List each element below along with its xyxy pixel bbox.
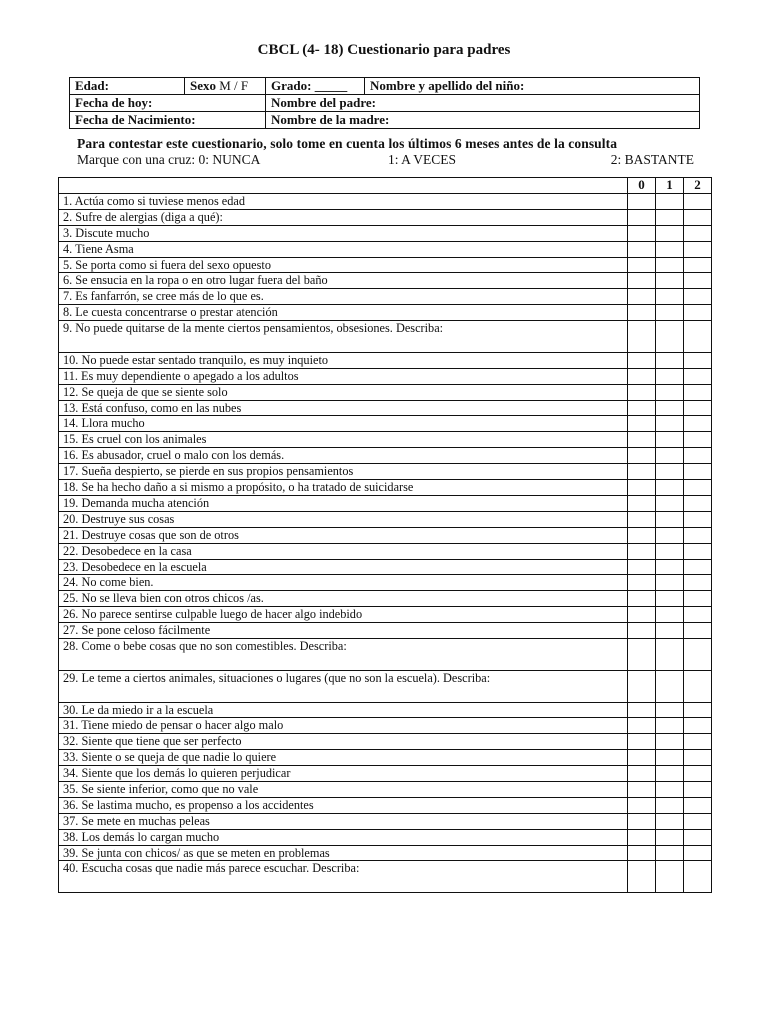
item-text: 32. Siente que tiene que ser perfecto <box>59 734 628 750</box>
answer-cell-2[interactable] <box>684 273 712 289</box>
answer-cell-1[interactable] <box>656 480 684 496</box>
answer-cell-2[interactable] <box>684 209 712 225</box>
answer-cell-1[interactable] <box>656 511 684 527</box>
table-row <box>59 480 712 496</box>
answer-cell-1[interactable] <box>656 718 684 734</box>
answer-cell-1[interactable] <box>656 384 684 400</box>
answer-cell-0[interactable] <box>628 480 656 496</box>
answer-cell-2[interactable] <box>684 750 712 766</box>
answer-cell-1[interactable] <box>656 368 684 384</box>
table-row <box>59 241 712 257</box>
table-row <box>59 527 712 543</box>
table-row <box>59 511 712 527</box>
table-row <box>59 400 712 416</box>
item-text: 34. Siente que los demás lo quieren perjudicar <box>59 766 628 782</box>
item-text: 39. Se junta con chicos/ as que se meten en problemas <box>59 845 628 861</box>
table-row <box>59 225 712 241</box>
table-row <box>59 750 712 766</box>
answer-cell-0[interactable] <box>628 368 656 384</box>
table-row <box>59 638 712 670</box>
answer-cell-1[interactable] <box>656 734 684 750</box>
answer-cell-2[interactable] <box>684 400 712 416</box>
table-row <box>59 829 712 845</box>
answer-cell-0[interactable] <box>628 511 656 527</box>
answer-cell-0[interactable] <box>628 797 656 813</box>
item-text: 16. Es abusador, cruel o malo con los demás. <box>59 448 628 464</box>
answer-cell-1[interactable] <box>656 321 684 353</box>
grade-field[interactable]: Grado: _____ <box>266 78 365 95</box>
answer-cell-1[interactable] <box>656 797 684 813</box>
item-text: 13. Está confuso, como en las nubes <box>59 400 628 416</box>
column-header-0: 0 <box>628 178 656 194</box>
table-row <box>59 702 712 718</box>
answer-cell-0[interactable] <box>628 448 656 464</box>
table-row <box>59 384 712 400</box>
answer-cell-2[interactable] <box>684 718 712 734</box>
item-text: 12. Se queja de que se siente solo <box>59 384 628 400</box>
answer-cell-0[interactable] <box>628 559 656 575</box>
answer-cell-2[interactable] <box>684 591 712 607</box>
today-date-field[interactable]: Fecha de hoy: <box>70 95 266 112</box>
table-row <box>59 575 712 591</box>
answer-cell-2[interactable] <box>684 766 712 782</box>
answer-cell-1[interactable] <box>656 782 684 798</box>
item-text: 17. Sueña despierto, se pierde en sus propios pensamientos <box>59 464 628 480</box>
answer-cell-2[interactable] <box>684 225 712 241</box>
answer-cell-1[interactable] <box>656 591 684 607</box>
table-row <box>59 543 712 559</box>
item-text: 2. Sufre de alergias (diga a qué): <box>59 209 628 225</box>
answer-cell-0[interactable] <box>628 750 656 766</box>
answer-cell-1[interactable] <box>656 464 684 480</box>
item-text: 11. Es muy dependiente o apegado a los adultos <box>59 368 628 384</box>
answer-cell-1[interactable] <box>656 448 684 464</box>
table-row <box>59 797 712 813</box>
answer-cell-1[interactable] <box>656 257 684 273</box>
answer-cell-2[interactable] <box>684 527 712 543</box>
table-row <box>59 495 712 511</box>
answer-cell-2[interactable] <box>684 257 712 273</box>
answer-cell-1[interactable] <box>656 400 684 416</box>
answer-cell-2[interactable] <box>684 813 712 829</box>
answer-cell-1[interactable] <box>656 241 684 257</box>
answer-cell-1[interactable] <box>656 638 684 670</box>
answer-cell-1[interactable] <box>656 575 684 591</box>
item-text: 7. Es fanfarrón, se cree más de lo que es. <box>59 289 628 305</box>
item-text: 33. Siente o se queja de que nadie lo quiere <box>59 750 628 766</box>
answer-cell-0[interactable] <box>628 384 656 400</box>
child-name-field[interactable]: Nombre y apellido del niño: <box>365 78 700 95</box>
answer-cell-1[interactable] <box>656 432 684 448</box>
answer-cell-0[interactable] <box>628 400 656 416</box>
answer-cell-0[interactable] <box>628 289 656 305</box>
table-row <box>59 416 712 432</box>
answer-cell-2[interactable] <box>684 734 712 750</box>
answer-cell-2[interactable] <box>684 845 712 861</box>
answer-cell-0[interactable] <box>628 766 656 782</box>
answer-cell-0[interactable] <box>628 845 656 861</box>
scale-legend <box>77 152 697 170</box>
item-text: 22. Desobedece en la casa <box>59 543 628 559</box>
item-text: 27. Se pone celoso fácilmente <box>59 623 628 639</box>
answer-cell-1[interactable] <box>656 305 684 321</box>
answer-cell-2[interactable] <box>684 829 712 845</box>
answer-cell-0[interactable] <box>628 607 656 623</box>
table-row <box>59 448 712 464</box>
table-row <box>59 289 712 305</box>
answer-cell-1[interactable] <box>656 766 684 782</box>
child-info-table <box>69 77 700 129</box>
answer-cell-0[interactable] <box>628 416 656 432</box>
answer-cell-2[interactable] <box>684 321 712 353</box>
answer-cell-1[interactable] <box>656 829 684 845</box>
answer-cell-0[interactable] <box>628 861 656 893</box>
answer-cell-0[interactable] <box>628 813 656 829</box>
answer-cell-1[interactable] <box>656 225 684 241</box>
answer-cell-0[interactable] <box>628 718 656 734</box>
questionnaire-table <box>58 177 712 893</box>
item-text: 35. Se siente inferior, como que no vale <box>59 782 628 798</box>
item-text: 36. Se lastima mucho, es propenso a los accidentes <box>59 797 628 813</box>
table-row <box>59 734 712 750</box>
answer-cell-0[interactable] <box>628 495 656 511</box>
column-header-2: 2 <box>684 178 712 194</box>
age-field[interactable]: Edad: <box>70 78 185 95</box>
answer-cell-2[interactable] <box>684 480 712 496</box>
answer-cell-0[interactable] <box>628 305 656 321</box>
answer-cell-0[interactable] <box>628 702 656 718</box>
answer-cell-0[interactable] <box>628 464 656 480</box>
answer-cell-1[interactable] <box>656 750 684 766</box>
sex-options: M / F <box>219 78 249 93</box>
answer-cell-1[interactable] <box>656 670 684 702</box>
answer-cell-0[interactable] <box>628 782 656 798</box>
birth-date-field[interactable]: Fecha de Nacimiento: <box>70 112 266 129</box>
answer-cell-2[interactable] <box>684 448 712 464</box>
table-row <box>59 782 712 798</box>
answer-cell-2[interactable] <box>684 670 712 702</box>
item-text: 37. Se mete en muchas peleas <box>59 813 628 829</box>
answer-cell-2[interactable] <box>684 464 712 480</box>
answer-cell-0[interactable] <box>628 321 656 353</box>
table-row <box>59 559 712 575</box>
item-text: 31. Tiene miedo de pensar o hacer algo malo <box>59 718 628 734</box>
scale-0-label: Marque con una cruz: 0: NUNCA <box>77 152 261 167</box>
item-text: 14. Llora mucho <box>59 416 628 432</box>
item-text: 6. Se ensucia en la ropa o en otro lugar fuera del baño <box>59 273 628 289</box>
answer-cell-2[interactable] <box>684 638 712 670</box>
table-row <box>59 368 712 384</box>
answer-cell-2[interactable] <box>684 559 712 575</box>
answer-cell-0[interactable] <box>628 543 656 559</box>
answer-cell-1[interactable] <box>656 702 684 718</box>
page-title: CBCL (4- 18) Cuestionario para padres <box>257 42 511 58</box>
answer-cell-2[interactable] <box>684 782 712 798</box>
item-text: 28. Come o bebe cosas que no son comestibles. Describa: <box>59 638 628 670</box>
item-text: 1. Actúa como si tuviese menos edad <box>59 194 628 210</box>
item-text: 26. No parece sentirse culpable luego de hacer algo indebido <box>59 607 628 623</box>
father-name-field[interactable]: Nombre del padre: <box>266 95 700 112</box>
table-row <box>59 607 712 623</box>
answer-cell-0[interactable] <box>628 734 656 750</box>
answer-cell-1[interactable] <box>656 352 684 368</box>
answer-cell-2[interactable] <box>684 495 712 511</box>
table-row <box>59 273 712 289</box>
item-text: 21. Destruye cosas que son de otros <box>59 527 628 543</box>
table-row <box>59 591 712 607</box>
answer-cell-2[interactable] <box>684 623 712 639</box>
answer-cell-0[interactable] <box>628 638 656 670</box>
answer-cell-0[interactable] <box>628 273 656 289</box>
answer-cell-2[interactable] <box>684 432 712 448</box>
answer-cell-1[interactable] <box>656 861 684 893</box>
item-text: 38. Los demás lo cargan mucho <box>59 829 628 845</box>
table-row <box>59 845 712 861</box>
answer-cell-0[interactable] <box>628 257 656 273</box>
item-text: 23. Desobedece en la escuela <box>59 559 628 575</box>
sex-field[interactable] <box>185 78 266 95</box>
item-text: 40. Escucha cosas que nadie más parece escuchar. Describa: <box>59 861 628 893</box>
table-row <box>59 432 712 448</box>
item-column-header <box>59 178 628 194</box>
answer-cell-0[interactable] <box>628 829 656 845</box>
table-row <box>59 305 712 321</box>
answer-cell-1[interactable] <box>656 209 684 225</box>
answer-cell-2[interactable] <box>684 797 712 813</box>
answer-cell-1[interactable] <box>656 495 684 511</box>
answer-cell-0[interactable] <box>628 225 656 241</box>
item-text: 19. Demanda mucha atención <box>59 495 628 511</box>
table-row <box>59 670 712 702</box>
answer-cell-1[interactable] <box>656 559 684 575</box>
item-text: 30. Le da miedo ir a la escuela <box>59 702 628 718</box>
scale-2-label: 2: BASTANTE <box>610 152 694 167</box>
instructions-text: Para contestar este cuestionario, solo tome en cuenta los últimos 6 meses antes de la consulta <box>77 136 618 151</box>
table-row <box>59 209 712 225</box>
answer-cell-0[interactable] <box>628 670 656 702</box>
answer-cell-1[interactable] <box>656 289 684 305</box>
item-text: 24. No come bien. <box>59 575 628 591</box>
answer-cell-1[interactable] <box>656 813 684 829</box>
answer-cell-1[interactable] <box>656 273 684 289</box>
column-header-row <box>59 178 712 194</box>
table-row <box>59 321 712 353</box>
answer-cell-0[interactable] <box>628 241 656 257</box>
answer-cell-0[interactable] <box>628 591 656 607</box>
answer-cell-2[interactable] <box>684 861 712 893</box>
table-row <box>59 861 712 893</box>
item-text: 8. Le cuesta concentrarse o prestar atención <box>59 305 628 321</box>
answer-cell-2[interactable] <box>684 352 712 368</box>
answer-cell-2[interactable] <box>684 543 712 559</box>
item-text: 29. Le teme a ciertos animales, situaciones o lugares (que no son la escuela). Describa: <box>59 670 628 702</box>
answer-cell-0[interactable] <box>628 527 656 543</box>
answer-cell-1[interactable] <box>656 416 684 432</box>
answer-cell-2[interactable] <box>684 511 712 527</box>
answer-cell-2[interactable] <box>684 384 712 400</box>
answer-cell-0[interactable] <box>628 209 656 225</box>
table-row <box>59 257 712 273</box>
item-text: 3. Discute mucho <box>59 225 628 241</box>
answer-cell-1[interactable] <box>656 194 684 210</box>
answer-cell-1[interactable] <box>656 543 684 559</box>
mother-name-field[interactable]: Nombre de la madre: <box>266 112 700 129</box>
item-text: 25. No se lleva bien con otros chicos /as. <box>59 591 628 607</box>
answer-cell-2[interactable] <box>684 575 712 591</box>
table-row <box>59 623 712 639</box>
answer-cell-2[interactable] <box>684 607 712 623</box>
answer-cell-2[interactable] <box>684 368 712 384</box>
answer-cell-1[interactable] <box>656 623 684 639</box>
table-row <box>59 813 712 829</box>
item-text: 5. Se porta como si fuera del sexo opuesto <box>59 257 628 273</box>
table-row <box>59 352 712 368</box>
answer-cell-1[interactable] <box>656 845 684 861</box>
item-text: 18. Se ha hecho daño a si mismo a propósito, o ha tratado de suicidarse <box>59 480 628 496</box>
table-row <box>59 194 712 210</box>
answer-cell-2[interactable] <box>684 702 712 718</box>
answer-cell-0[interactable] <box>628 623 656 639</box>
scale-1-label: 1: A VECES <box>388 152 457 167</box>
item-text: 20. Destruye sus cosas <box>59 511 628 527</box>
table-row <box>59 464 712 480</box>
answer-cell-2[interactable] <box>684 241 712 257</box>
answer-cell-0[interactable] <box>628 432 656 448</box>
item-text: 10. No puede estar sentado tranquilo, es muy inquieto <box>59 352 628 368</box>
answer-cell-0[interactable] <box>628 575 656 591</box>
table-row <box>59 718 712 734</box>
answer-cell-0[interactable] <box>628 194 656 210</box>
item-text: 15. Es cruel con los animales <box>59 432 628 448</box>
answer-cell-0[interactable] <box>628 352 656 368</box>
answer-cell-2[interactable] <box>684 416 712 432</box>
answer-cell-1[interactable] <box>656 607 684 623</box>
table-row <box>59 766 712 782</box>
item-text: 4. Tiene Asma <box>59 241 628 257</box>
answer-cell-2[interactable] <box>684 305 712 321</box>
item-text: 9. No puede quitarse de la mente ciertos pensamientos, obsesiones. Describa: <box>59 321 628 353</box>
answer-cell-2[interactable] <box>684 289 712 305</box>
answer-cell-2[interactable] <box>684 194 712 210</box>
column-header-1: 1 <box>656 178 684 194</box>
answer-cell-1[interactable] <box>656 527 684 543</box>
sex-label: Sexo <box>190 78 216 93</box>
